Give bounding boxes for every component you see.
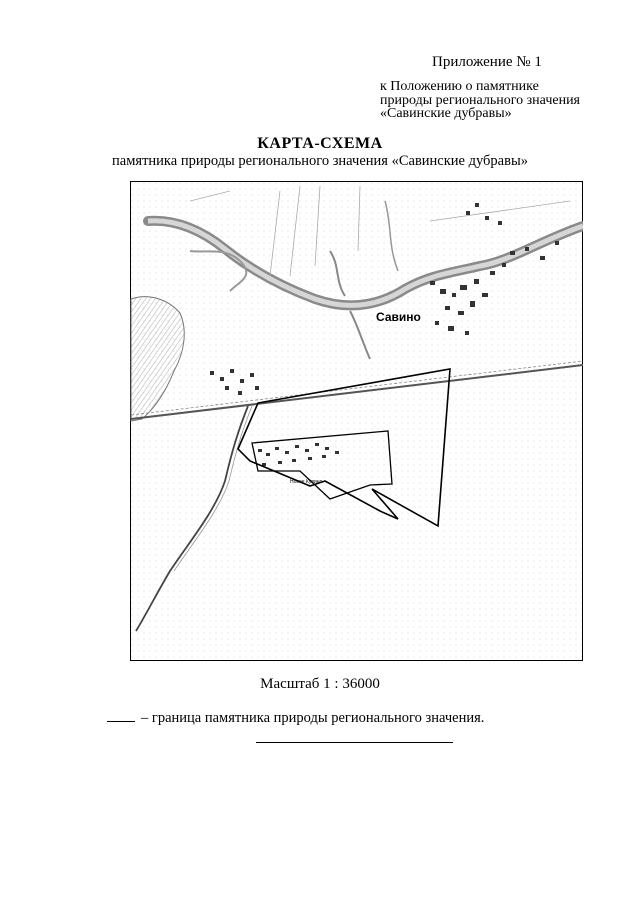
reference-line: природы регионального значения <box>380 92 580 108</box>
reference-block <box>380 80 580 121</box>
appendix-label: Приложение № 1 <box>432 54 542 70</box>
reference-line: к Положению о памятнике <box>380 79 539 94</box>
divider <box>256 742 453 743</box>
map-label-savino: Савино <box>376 310 421 324</box>
page-subtitle: памятника природы регионального значения «Савинские дубравы» <box>112 153 528 169</box>
legend-text: – граница памятника природы регионального значения. <box>141 710 485 726</box>
map-scheme <box>130 181 583 661</box>
legend <box>107 710 484 727</box>
scale-label: Масштаб 1 : 36000 <box>260 676 380 692</box>
page-title: КАРТА-СХЕМА <box>257 135 383 152</box>
legend-line-symbol <box>107 721 135 722</box>
map-label-kuvino: Новое Кувино <box>290 479 323 485</box>
reference-line: «Савинские дубравы» <box>380 106 512 121</box>
